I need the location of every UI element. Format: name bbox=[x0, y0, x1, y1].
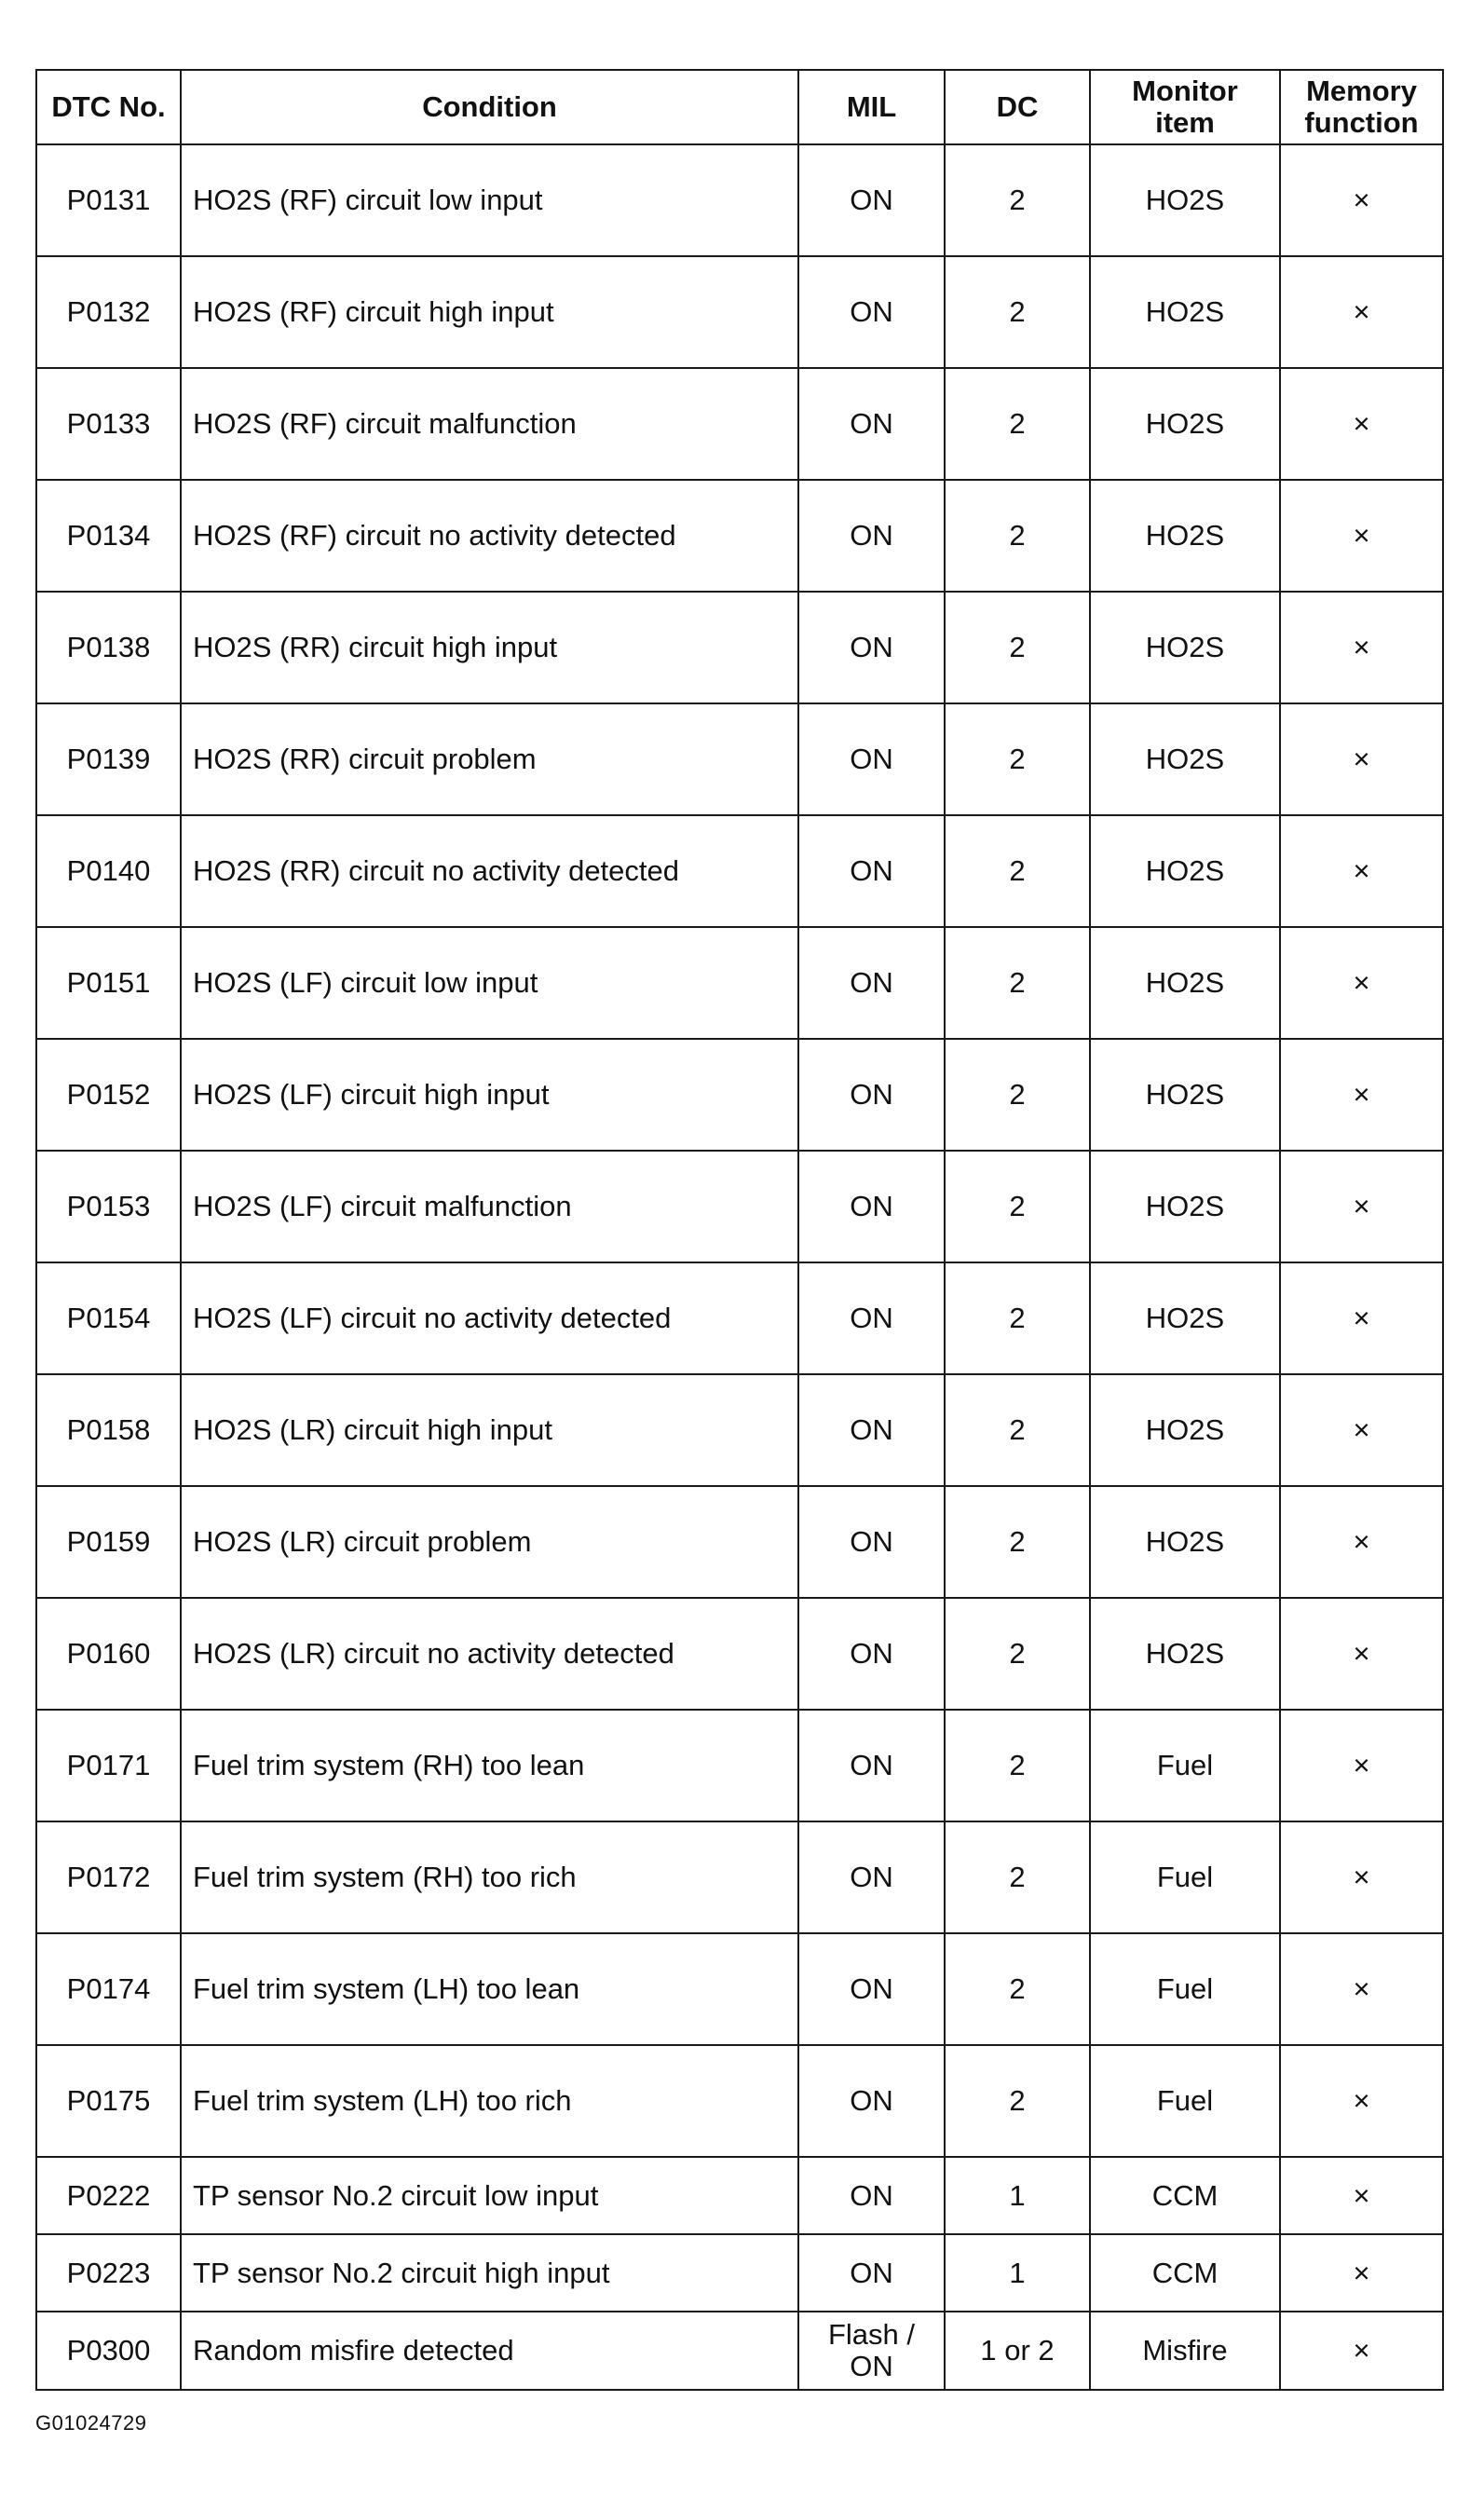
table-body bbox=[36, 144, 1443, 2390]
mil-cell: ON bbox=[798, 815, 945, 927]
condition-cell: HO2S (LF) circuit no activity detected bbox=[181, 1262, 798, 1374]
dc-cell: 1 or 2 bbox=[945, 2312, 1090, 2390]
table-row bbox=[36, 1262, 1443, 1374]
dtc-cell: P0158 bbox=[36, 1374, 181, 1486]
condition-cell: HO2S (RR) circuit problem bbox=[181, 703, 798, 815]
dc-cell: 1 bbox=[945, 2157, 1090, 2234]
memory-cell: × bbox=[1280, 1710, 1443, 1821]
header-monitor: Monitor item bbox=[1090, 70, 1280, 144]
dtc-cell: P0138 bbox=[36, 592, 181, 703]
dc-cell: 2 bbox=[945, 1933, 1090, 2045]
table-row bbox=[36, 1039, 1443, 1151]
dtc-cell: P0133 bbox=[36, 368, 181, 480]
dtc-cell: P0160 bbox=[36, 1598, 181, 1710]
mil-cell: ON bbox=[798, 256, 945, 368]
condition-cell: TP sensor No.2 circuit high input bbox=[181, 2234, 798, 2312]
condition-cell: Fuel trim system (RH) too lean bbox=[181, 1710, 798, 1821]
monitor-cell: HO2S bbox=[1090, 592, 1280, 703]
table-row bbox=[36, 1710, 1443, 1821]
dc-cell: 2 bbox=[945, 256, 1090, 368]
dc-cell: 1 bbox=[945, 2234, 1090, 2312]
dtc-cell: P0300 bbox=[36, 2312, 181, 2390]
memory-cell: × bbox=[1280, 1598, 1443, 1710]
monitor-cell: HO2S bbox=[1090, 1151, 1280, 1262]
monitor-cell: HO2S bbox=[1090, 368, 1280, 480]
mil-cell: ON bbox=[798, 144, 945, 256]
dtc-cell: P0132 bbox=[36, 256, 181, 368]
table-row bbox=[36, 703, 1443, 815]
memory-cell: × bbox=[1280, 1151, 1443, 1262]
memory-cell: × bbox=[1280, 2312, 1443, 2390]
condition-cell: HO2S (LR) circuit problem bbox=[181, 1486, 798, 1598]
dtc-cell: P0131 bbox=[36, 144, 181, 256]
dtc-cell: P0172 bbox=[36, 1821, 181, 1933]
condition-cell: HO2S (LR) circuit high input bbox=[181, 1374, 798, 1486]
mil-cell: ON bbox=[798, 927, 945, 1039]
memory-cell: × bbox=[1280, 144, 1443, 256]
mil-cell: ON bbox=[798, 703, 945, 815]
table-header-row bbox=[36, 70, 1443, 144]
dtc-cell: P0223 bbox=[36, 2234, 181, 2312]
dc-cell: 2 bbox=[945, 927, 1090, 1039]
table-row bbox=[36, 2234, 1443, 2312]
condition-cell: HO2S (RF) circuit low input bbox=[181, 144, 798, 256]
dc-cell: 2 bbox=[945, 144, 1090, 256]
dtc-cell: P0154 bbox=[36, 1262, 181, 1374]
table-row bbox=[36, 144, 1443, 256]
mil-cell: ON bbox=[798, 1486, 945, 1598]
mil-cell: ON bbox=[798, 2045, 945, 2157]
condition-cell: Random misfire detected bbox=[181, 2312, 798, 2390]
dc-cell: 2 bbox=[945, 1262, 1090, 1374]
memory-cell: × bbox=[1280, 703, 1443, 815]
dc-cell: 2 bbox=[945, 703, 1090, 815]
condition-cell: HO2S (LF) circuit low input bbox=[181, 927, 798, 1039]
mil-cell: ON bbox=[798, 1262, 945, 1374]
dc-cell: 2 bbox=[945, 1374, 1090, 1486]
condition-cell: HO2S (RF) circuit high input bbox=[181, 256, 798, 368]
memory-cell: × bbox=[1280, 815, 1443, 927]
figure-code: G01024729 bbox=[35, 2411, 147, 2435]
dc-cell: 2 bbox=[945, 368, 1090, 480]
monitor-cell: Fuel bbox=[1090, 1821, 1280, 1933]
memory-cell: × bbox=[1280, 2234, 1443, 2312]
dc-cell: 2 bbox=[945, 480, 1090, 592]
table-row bbox=[36, 1933, 1443, 2045]
table-row bbox=[36, 2312, 1443, 2390]
dtc-cell: P0134 bbox=[36, 480, 181, 592]
condition-cell: Fuel trim system (RH) too rich bbox=[181, 1821, 798, 1933]
table-row bbox=[36, 592, 1443, 703]
mil-cell: Flash / ON bbox=[798, 2312, 945, 2390]
table-row bbox=[36, 815, 1443, 927]
mil-cell: ON bbox=[798, 2157, 945, 2234]
dc-cell: 2 bbox=[945, 1151, 1090, 1262]
header-dc: DC bbox=[945, 70, 1090, 144]
condition-cell: HO2S (RF) circuit no activity detected bbox=[181, 480, 798, 592]
dtc-cell: P0152 bbox=[36, 1039, 181, 1151]
dtc-cell: P0174 bbox=[36, 1933, 181, 2045]
monitor-cell: HO2S bbox=[1090, 1262, 1280, 1374]
memory-cell: × bbox=[1280, 1821, 1443, 1933]
monitor-cell: CCM bbox=[1090, 2157, 1280, 2234]
condition-cell: HO2S (RR) circuit high input bbox=[181, 592, 798, 703]
mil-cell: ON bbox=[798, 368, 945, 480]
header-dtc: DTC No. bbox=[36, 70, 181, 144]
monitor-cell: HO2S bbox=[1090, 815, 1280, 927]
dtc-cell: P0151 bbox=[36, 927, 181, 1039]
monitor-cell: Fuel bbox=[1090, 2045, 1280, 2157]
monitor-cell: HO2S bbox=[1090, 1374, 1280, 1486]
mil-cell: ON bbox=[798, 1710, 945, 1821]
memory-cell: × bbox=[1280, 927, 1443, 1039]
monitor-cell: HO2S bbox=[1090, 1039, 1280, 1151]
mil-cell: ON bbox=[798, 480, 945, 592]
dtc-cell: P0139 bbox=[36, 703, 181, 815]
mil-cell: ON bbox=[798, 1374, 945, 1486]
dtc-cell: P0222 bbox=[36, 2157, 181, 2234]
dtc-table bbox=[35, 69, 1444, 2391]
dtc-cell: P0159 bbox=[36, 1486, 181, 1598]
memory-cell: × bbox=[1280, 480, 1443, 592]
table-row bbox=[36, 1598, 1443, 1710]
monitor-cell: CCM bbox=[1090, 2234, 1280, 2312]
table-row bbox=[36, 1821, 1443, 1933]
monitor-cell: HO2S bbox=[1090, 1598, 1280, 1710]
table-row bbox=[36, 2045, 1443, 2157]
memory-cell: × bbox=[1280, 1933, 1443, 2045]
dc-cell: 2 bbox=[945, 1710, 1090, 1821]
monitor-cell: HO2S bbox=[1090, 480, 1280, 592]
condition-cell: HO2S (LF) circuit malfunction bbox=[181, 1151, 798, 1262]
dc-cell: 2 bbox=[945, 592, 1090, 703]
memory-cell: × bbox=[1280, 1374, 1443, 1486]
monitor-cell: HO2S bbox=[1090, 1486, 1280, 1598]
table-row bbox=[36, 480, 1443, 592]
dc-cell: 2 bbox=[945, 1039, 1090, 1151]
memory-cell: × bbox=[1280, 592, 1443, 703]
dc-cell: 2 bbox=[945, 1486, 1090, 1598]
monitor-cell: HO2S bbox=[1090, 703, 1280, 815]
table-row bbox=[36, 927, 1443, 1039]
condition-cell: HO2S (RR) circuit no activity detected bbox=[181, 815, 798, 927]
dtc-cell: P0171 bbox=[36, 1710, 181, 1821]
condition-cell: Fuel trim system (LH) too rich bbox=[181, 2045, 798, 2157]
dtc-cell: P0153 bbox=[36, 1151, 181, 1262]
dc-cell: 2 bbox=[945, 2045, 1090, 2157]
memory-cell: × bbox=[1280, 368, 1443, 480]
dc-cell: 2 bbox=[945, 1821, 1090, 1933]
condition-cell: HO2S (LR) circuit no activity detected bbox=[181, 1598, 798, 1710]
condition-cell: TP sensor No.2 circuit low input bbox=[181, 2157, 798, 2234]
table-row bbox=[36, 1486, 1443, 1598]
table-row bbox=[36, 368, 1443, 480]
monitor-cell: HO2S bbox=[1090, 256, 1280, 368]
header-condition: Condition bbox=[181, 70, 798, 144]
mil-cell: ON bbox=[798, 1598, 945, 1710]
monitor-cell: Misfire bbox=[1090, 2312, 1280, 2390]
mil-cell: ON bbox=[798, 2234, 945, 2312]
monitor-cell: HO2S bbox=[1090, 144, 1280, 256]
monitor-cell: HO2S bbox=[1090, 927, 1280, 1039]
memory-cell: × bbox=[1280, 2157, 1443, 2234]
table-row bbox=[36, 2157, 1443, 2234]
mil-cell: ON bbox=[798, 1151, 945, 1262]
monitor-cell: Fuel bbox=[1090, 1710, 1280, 1821]
header-mil: MIL bbox=[798, 70, 945, 144]
mil-cell: ON bbox=[798, 1039, 945, 1151]
table-row bbox=[36, 256, 1443, 368]
dc-cell: 2 bbox=[945, 815, 1090, 927]
memory-cell: × bbox=[1280, 1039, 1443, 1151]
dtc-cell: P0140 bbox=[36, 815, 181, 927]
table-row bbox=[36, 1151, 1443, 1262]
condition-cell: HO2S (LF) circuit high input bbox=[181, 1039, 798, 1151]
mil-cell: ON bbox=[798, 592, 945, 703]
condition-cell: HO2S (RF) circuit malfunction bbox=[181, 368, 798, 480]
table-row bbox=[36, 1374, 1443, 1486]
header-memory: Memory function bbox=[1280, 70, 1443, 144]
dc-cell: 2 bbox=[945, 1598, 1090, 1710]
monitor-cell: Fuel bbox=[1090, 1933, 1280, 2045]
dtc-cell: P0175 bbox=[36, 2045, 181, 2157]
memory-cell: × bbox=[1280, 1486, 1443, 1598]
mil-cell: ON bbox=[798, 1933, 945, 2045]
memory-cell: × bbox=[1280, 2045, 1443, 2157]
mil-cell: ON bbox=[798, 1821, 945, 1933]
memory-cell: × bbox=[1280, 1262, 1443, 1374]
memory-cell: × bbox=[1280, 256, 1443, 368]
condition-cell: Fuel trim system (LH) too lean bbox=[181, 1933, 798, 2045]
